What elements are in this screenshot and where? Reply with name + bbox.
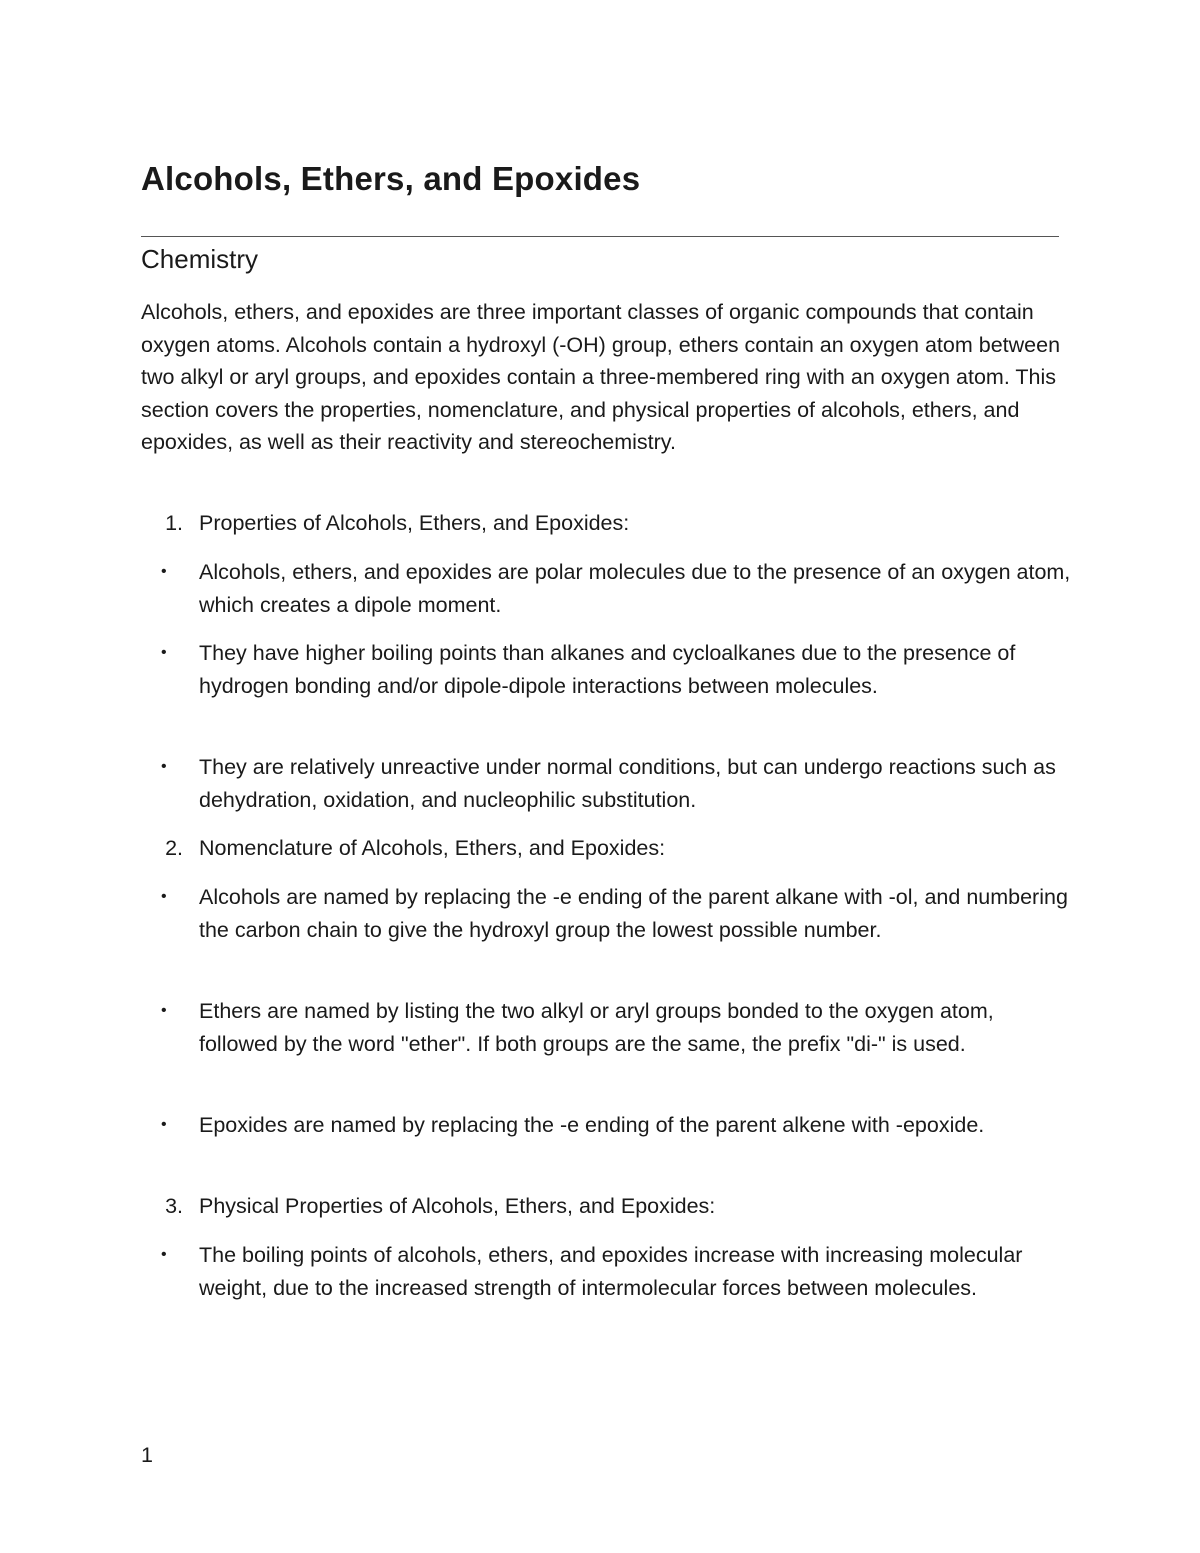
list-item <box>141 751 1071 816</box>
list-item <box>141 1109 1071 1142</box>
list-item <box>141 995 1071 1060</box>
list-item-text: Alcohols, ethers, and epoxides are polar molecules due to the presence of an oxygen atom, which creates a dipole moment. <box>199 560 1071 617</box>
section-heading-2 <box>141 832 1071 865</box>
list-item-text: They are relatively unreactive under normal conditions, but can undergo reactions such as dehydration, oxidation, and nucleophilic substitution. <box>199 755 1056 812</box>
list-item <box>141 637 1071 702</box>
bullet-icon: • <box>161 1246 167 1263</box>
list-item-text: Epoxides are named by replacing the -e ending of the parent alkene with -epoxide. <box>199 1113 985 1137</box>
list-item <box>141 881 1071 946</box>
section-number: 3. <box>165 1194 183 1218</box>
section-heading-text: Nomenclature of Alcohols, Ethers, and Epoxides: <box>199 836 666 860</box>
document-title: Alcohols, Ethers, and Epoxides <box>141 160 641 197</box>
list-item-text: Ethers are named by listing the two alkyl or aryl groups bonded to the oxygen atom, followed by the word "ether". If both groups are the same, the prefix "di-" is used. <box>199 999 994 1056</box>
bullet-icon: • <box>161 888 167 905</box>
section-heading-text: Properties of Alcohols, Ethers, and Epoxides: <box>199 511 630 535</box>
title-divider <box>141 236 1059 237</box>
list-item-text: They have higher boiling points than alkanes and cycloalkanes due to the presence of hydrogen bonding and/or dipole-dipole interactions between molecules. <box>199 641 1016 698</box>
list-item <box>141 556 1071 621</box>
bullet-icon: • <box>161 563 167 580</box>
section-number: 2. <box>165 836 183 860</box>
section-heading-text: Physical Properties of Alcohols, Ethers, and Epoxides: <box>199 1194 716 1218</box>
bullet-icon: • <box>161 758 167 775</box>
bullet-icon: • <box>161 1116 167 1133</box>
bullet-icon: • <box>161 1002 167 1019</box>
section-subtitle: Chemistry <box>141 244 259 274</box>
list-item <box>141 1239 1071 1304</box>
page-number: 1 <box>141 1443 153 1467</box>
section-number: 1. <box>165 511 183 535</box>
bullet-icon: • <box>161 644 167 661</box>
section-heading-1 <box>141 507 1071 540</box>
intro-paragraph: Alcohols, ethers, and epoxides are three important classes of organic compounds that contain oxygen atoms. Alcohols contain a hydroxyl (-OH) group, ethers contain an oxygen atom between two alkyl or aryl groups, and epoxides contain a three-membered ring with an oxygen atom. This section covers the properties, nomenclature, and physical properties of alcohols, ethers, and epoxides, as well as their reactivity and stereochemistry. <box>141 300 1061 455</box>
section-heading-3 <box>141 1190 1071 1223</box>
list-item-text: The boiling points of alcohols, ethers, and epoxides increase with increasing molecular weight, due to the increased strength of intermolecular forces between molecules. <box>199 1243 1023 1300</box>
list-item-text: Alcohols are named by replacing the -e ending of the parent alkane with -ol, and numbering the carbon chain to give the hydroxyl group the lowest possible number. <box>199 885 1068 942</box>
